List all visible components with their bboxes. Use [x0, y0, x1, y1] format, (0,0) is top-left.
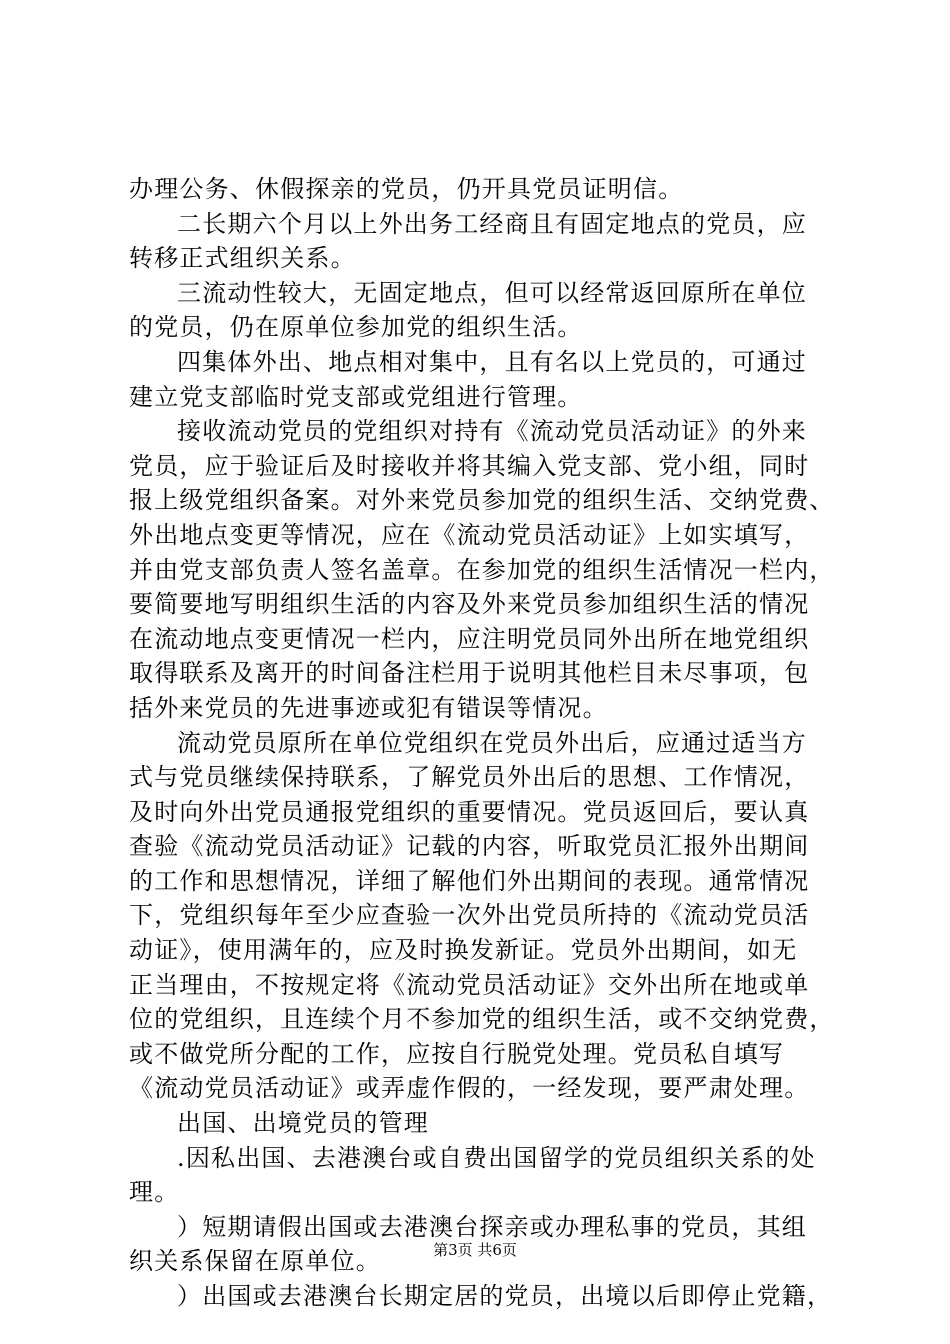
text-line: ）短期请假出国或去港澳台探亲或办理私事的党员，其组 [177, 1212, 807, 1241]
text-line: 括外来党员的先进事迹或犯有错误等情况。 [129, 693, 608, 722]
text-line: 二长期六个月以上外出务工经商且有固定地点的党员，应 [177, 209, 807, 238]
text-line: 的工作和思想情况，详细了解他们外出期间的表现。通常情况 [129, 866, 810, 895]
text-line: .因私出国、去港澳台或自费出国留学的党员组织关系的处 [177, 1143, 816, 1172]
text-line: 办理公务、休假探亲的党员，仍开具党员证明信。 [129, 175, 684, 203]
text-line: 接收流动党员的党组织对持有《流动党员活动证》的外来 [177, 417, 807, 446]
text-line: 党员，应于验证后及时接收并将其编入党支部、党小组，同时 [129, 451, 810, 480]
text-line: 出国、出境党员的管理 [177, 1109, 429, 1138]
text-line: 的党员，仍在原单位参加党的组织生活。 [129, 313, 583, 342]
text-line: 位的党组织，且连续个月不参加党的组织生活，或不交纳党费， [129, 1005, 835, 1034]
text-line: 四集体外出、地点相对集中，且有名以上党员的，可通过 [177, 347, 807, 376]
text-line: 正当理由，不按规定将《流动党员活动证》交外出所在地或单 [129, 970, 810, 999]
text-line: 外出地点变更等情况，应在《流动党员活动证》上如实填写， [129, 520, 810, 549]
text-line: 查验《流动党员活动证》记载的内容，听取党员汇报外出期间 [129, 832, 810, 861]
text-line: 及时向外出党员通报党组织的重要情况。党员返回后，要认真 [129, 797, 810, 826]
text-line: 理。 [129, 1178, 180, 1207]
page-footer: 第3页 共6页 [433, 1241, 517, 1259]
text-line: 下，党组织每年至少应查验一次外出党员所持的《流动党员活 [129, 901, 810, 930]
text-line: 式与党员继续保持联系，了解党员外出后的思想、工作情况， [129, 763, 810, 792]
text-line: 取得联系及离开的时间备注栏用于说明其他栏目未尽事项，包 [129, 659, 810, 688]
text-line: 报上级党组织备案。对外来党员参加党的组织生活、交纳党费、 [129, 486, 835, 515]
text-line: 并由党支部负责人签名盖章。在参加党的组织生活情况一栏内， [129, 555, 835, 584]
text-line: 要简要地写明组织生活的内容及外来党员参加组织生活的情况 [129, 590, 810, 619]
text-line: 或不做党所分配的工作，应按自行脱党处理。党员私自填写 [129, 1039, 785, 1068]
text-line: 转移正式组织关系。 [129, 244, 356, 273]
text-line: 在流动地点变更情况一栏内，应注明党员同外出所在地党组织 [129, 624, 810, 653]
text-line: 建立党支部临时党支部或党组进行管理。 [129, 382, 583, 411]
document-body [129, 172, 834, 1314]
text-line: ）出国或去港澳台长期定居的党员，出境以后即停止党籍， [177, 1282, 833, 1310]
text-line: 《流动党员活动证》或弄虚作假的，一经发现，要严肃处理。 [129, 1074, 810, 1103]
text-line: 流动党员原所在单位党组织在党员外出后，应通过适当方 [177, 728, 807, 757]
text-line: 动证》，使用满年的，应及时换发新证。党员外出期间，如无 [129, 936, 798, 965]
text-line: 织关系保留在原单位。 [129, 1247, 381, 1276]
text-line: 三流动性较大，无固定地点，但可以经常返回原所在单位 [177, 278, 807, 307]
